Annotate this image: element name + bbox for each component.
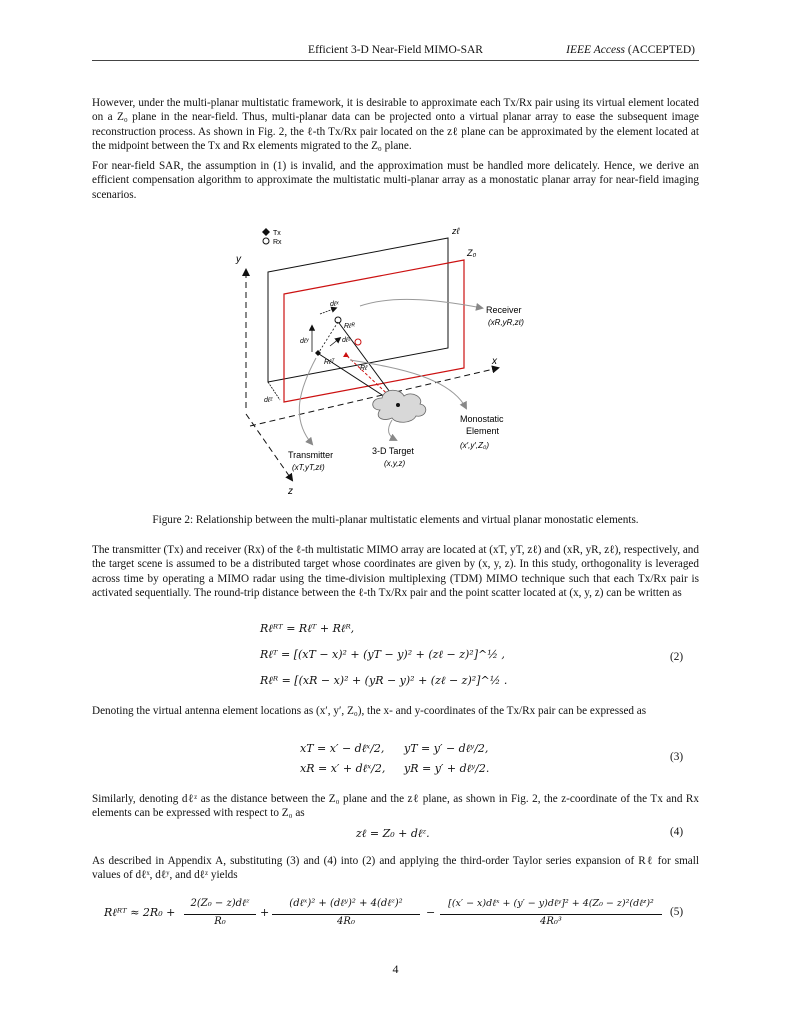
dx-label: dℓˣ — [330, 301, 339, 308]
paragraph-6: As described in Appendix A, substituting (3) and (4) into (2) and applying the third-order Taylor series expansion of Rℓ for small values of dℓˣ, dℓʸ, and dℓᶻ yields — [92, 855, 699, 882]
rr-label: Rℓᴿ — [344, 323, 355, 330]
eq5-frac2-den: 4R₀ — [337, 916, 355, 927]
plane-z0 — [284, 260, 464, 402]
paragraph-4: Denoting the virtual antenna element locations as (x′, y′, Z₀), the x- and y-coordinates of the Tx/Rx pair can be expressed as — [92, 705, 647, 717]
target-label: 3-D Target — [372, 446, 414, 456]
eq2-line1: Rℓᴿᵀ = Rℓᵀ + Rℓᴿ, — [260, 622, 355, 635]
dz-bottom-label: dℓᶻ — [264, 397, 273, 404]
monostatic-element — [343, 352, 349, 357]
header-journal — [566, 44, 695, 56]
eq4-number: (4) — [670, 826, 684, 838]
mono-label-2: Element — [466, 426, 500, 436]
target-callout — [389, 420, 396, 440]
mono-label-1: Monostatic — [460, 414, 504, 424]
eq5-frac1-num: 2(Z₀ − z)dℓᶻ — [190, 898, 250, 909]
z-axis-label: z — [288, 486, 293, 497]
transmitter-label: Transmitter — [288, 450, 334, 460]
paragraph-5: Similarly, denoting dℓᶻ as the distance between the Z₀ plane and the zℓ plane, as shown in Fig. 2, the z-coordinate of the Tx and Rx elements can be expressed with respect to Z₀ as — [92, 793, 699, 820]
receiver-label: Receiver — [486, 305, 522, 315]
eq5-lhs: Rℓᴿᵀ ≈ 2R₀ + — [104, 906, 176, 919]
dy-label: dℓʸ — [300, 338, 309, 345]
receiver-coords: (xR,yR,zℓ) — [488, 318, 524, 327]
eq3-number: (3) — [670, 751, 684, 763]
target-point — [396, 403, 400, 407]
rt-label: Rℓᵀ — [324, 359, 335, 366]
eq5-frac3-den: 4R₀³ — [540, 916, 562, 927]
eq2-line2: Rℓᵀ = [(xT − x)² + (yT − y)² + (zℓ − z)²]^½ , — [260, 648, 505, 661]
legend-rx-circle — [263, 238, 269, 244]
dx-arrow — [320, 308, 336, 314]
mono-coords: (x′,y′,Z₀) — [460, 441, 490, 450]
dz-label: dℓᶻ — [342, 337, 351, 344]
rx-tx-dashed — [319, 322, 338, 352]
target-coords: (x,y,z) — [384, 459, 406, 468]
z-axis — [246, 414, 292, 480]
journal-name: IEEE Access — [566, 44, 626, 56]
x-axis-label: x — [492, 356, 497, 367]
eq2-line3: Rℓᴿ = [(xR − x)² + (yR − y)² + (zℓ − z)²]^½ . — [260, 674, 508, 687]
eq5-frac3-num: [(x′ − x)dℓˣ + (y′ − y)dℓʸ]² + 4(Z₀ − z)²(dℓᶻ)² — [448, 898, 654, 909]
page-number: 4 — [392, 962, 399, 976]
legend-rx-label: Rx — [273, 239, 282, 246]
eq5-number: (5) — [670, 906, 684, 918]
figure-2 — [220, 218, 550, 502]
receiver-projection — [355, 339, 361, 345]
eq5-plus: + — [260, 906, 270, 919]
transmitter-coords: (xT,yT,zℓ) — [292, 463, 325, 472]
eq5-frac3-bar — [440, 914, 662, 915]
eq4: zℓ = Z₀ + dℓᶻ. — [356, 827, 430, 840]
plane-z0-label: Z₀ — [467, 248, 477, 258]
figure-caption: Figure 2: Relationship between the multi-planar multistatic elements and virtual planar monostatic elements. — [152, 514, 639, 526]
header-title: Efficient 3-D Near-Field MIMO-SAR — [308, 44, 483, 56]
legend-tx-label: Tx — [273, 230, 281, 237]
eq3-line2b: yR = y′ + dℓʸ/2. — [404, 762, 490, 775]
eq3-line1a: xT = x′ − dℓˣ/2, — [300, 742, 385, 755]
eq3-line1b: yT = y′ − dℓʸ/2, — [404, 742, 489, 755]
transmitter-callout — [299, 358, 316, 444]
journal-status: (ACCEPTED) — [627, 44, 695, 56]
eq2-number: (2) — [670, 651, 684, 663]
r-label: Rℓ — [360, 365, 368, 372]
paragraph-1: However, under the multi-planar multistatic framework, it is desirable to approximate each Tx/Rx pair using its virtual element located on a Z₀ plane in the near-field. Thus, multi-planar data can be projected onto a virtual planar array to ease the subsequent image reconstruction process. As shown in Fig. 2, the ℓ-th Tx/Rx pair located on the zℓ plane can be approximated by the element located at the midpoint between the Tx and Rx elements migrated to the Z₀ plane. — [92, 97, 699, 152]
eq5-frac2-num: (dℓˣ)² + (dℓʸ)² + 4(dℓᶻ)² — [289, 898, 403, 909]
y-axis-label: y — [236, 254, 241, 265]
plane-zl-label: zℓ — [452, 226, 460, 236]
dz-arrow — [330, 338, 340, 346]
eq5-frac1-den: R₀ — [214, 916, 226, 927]
plane-zl — [268, 238, 448, 382]
legend-tx-diamond — [262, 228, 270, 236]
eq5-minus: − — [426, 906, 436, 919]
eq3-line2a: xR = x′ + dℓˣ/2, — [300, 762, 386, 775]
running-header — [92, 44, 699, 61]
eq5-frac1-bar — [184, 914, 256, 915]
paragraph-2: For near-field SAR, the assumption in (1) is invalid, and the approximation must be handled more delicately. Hence, we derive an efficient compensation algorithm to approximate the multistatic multi-planar array as a monostatic planar array for near-field imaging scenarios. — [92, 160, 699, 201]
paragraph-3: The transmitter (Tx) and receiver (Rx) of the ℓ-th multistatic MIMO array are located at (xT, yT, zℓ) and (xR, yR, zℓ), respectively, and the target scene is assumed to be a distributed target whose coordinates are given by (x, y, z). In this study, orthogonality is leveraged across time by operating a MIMO radar using the time-division multiplexing (TDM) MIMO technique such that each Tx/Rx pair is activated sequentially. The round-trip distance between the ℓ-th Tx/Rx pair and the point scatter located at (x, y, z) can be written as — [92, 544, 699, 599]
eq5-frac2-bar — [272, 914, 420, 915]
